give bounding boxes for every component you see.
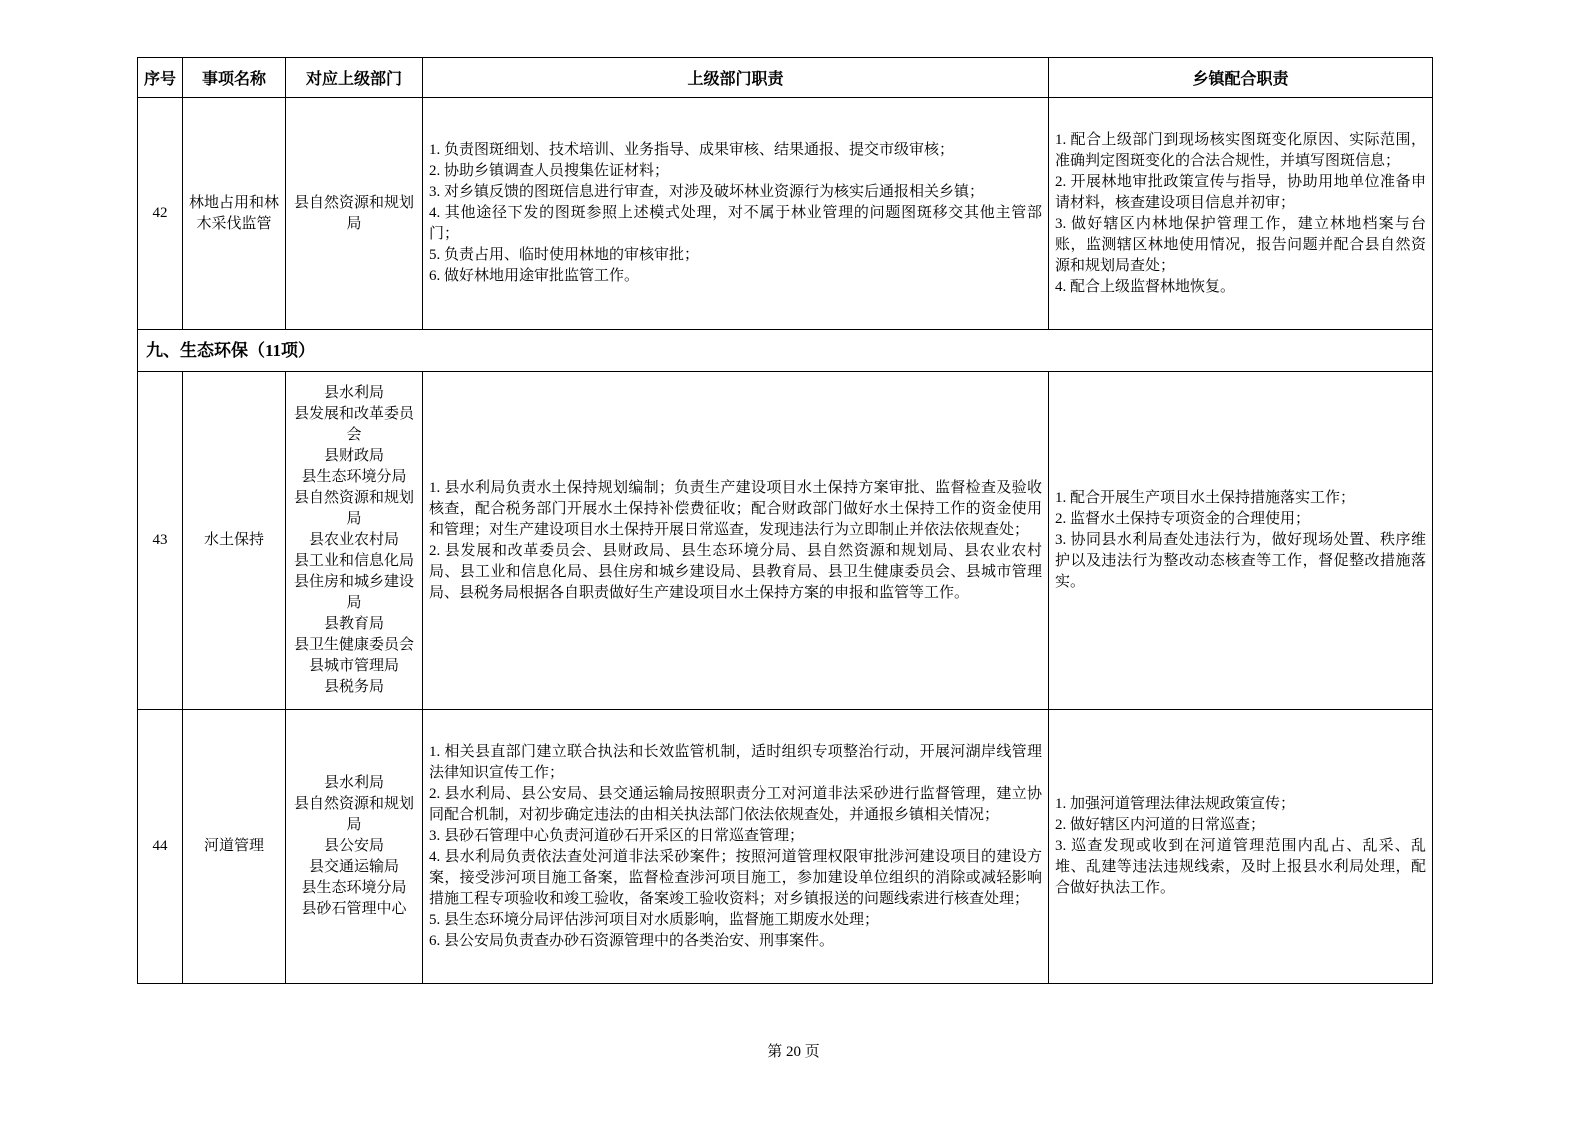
responsibility-table	[137, 57, 1433, 984]
section-header-row	[138, 330, 1433, 372]
col-header-superior-duties: 上级部门职责	[423, 58, 1049, 98]
row-42-superior-duties: 1. 负责图斑细划、技术培训、业务指导、成果审核、结果通报、提交市级审核； 2. 协助乡镇调查人员搜集佐证材料； 3. 对乡镇反馈的图斑信息进行审查，对涉及破坏林业资源行为核实后通报相关乡镇； 4. 其他途径下发的图斑参照上述模式处理，对不属于林业管理的问题图斑移交其他主管部门； 5. 负责占用、临时使用林地的审核审批； 6. 做好林地用途审批监管工作。	[423, 98, 1049, 330]
row-43-superior-duties: 1. 县水利局负责水土保持规划编制；负责生产建设项目水土保持方案审批、监督检查及验收核查，配合税务部门开展水土保持补偿费征收；配合财政部门做好水土保持工作的资金使用和管理；对生产建设项目水土保持开展日常巡查，发现违法行为立即制止并依法依规查处； 2. 县发展和改革委员会、县财政局、县生态环境分局、县自然资源和规划局、县农业农村局、县工业和信息化局、县住房和城乡建设局、县教育局、县卫生健康委员会、县城市管理局、县税务局根据各自职责做好生产建设项目水土保持方案的申报和监管等工作。	[423, 372, 1049, 710]
header-row	[138, 58, 1433, 98]
table-row-42	[138, 98, 1433, 330]
col-header-item-name: 事项名称	[183, 58, 286, 98]
row-44-superior-dept: 县水利局 县自然资源和规划局 县公安局 县交通运输局 县生态环境分局 县砂石管理中心	[286, 710, 423, 984]
row-42-item-name: 林地占用和林木采伐监管	[183, 98, 286, 330]
row-43-superior-dept: 县水利局 县发展和改革委员会 县财政局 县生态环境分局 县自然资源和规划局 县农业农村局 县工业和信息化局 县住房和城乡建设局 县教育局 县卫生健康委员会 县城市管理局 县税务局	[286, 372, 423, 710]
row-43-serial: 43	[138, 372, 183, 710]
row-44-superior-duties: 1. 相关县直部门建立联合执法和长效监管机制，适时组织专项整治行动，开展河湖岸线管理法律知识宣传工作； 2. 县水利局、县公安局、县交通运输局按照职责分工对河道非法采砂进行监督管理，建立协同配合机制，对初步确定违法的由相关执法部门依法依规查处，并通报乡镇相关情况； 3. 县砂石管理中心负责河道砂石开采区的日常巡查管理； 4. 县水利局负责依法查处河道非法采砂案件；按照河道管理权限审批涉河建设项目的建设方案，接受涉河项目施工备案，监督检查涉河项目施工，参加建设单位组织的消除或减轻影响措施工程专项验收和竣工验收，备案竣工验收资料；对乡镇报送的问题线索进行核查处理； 5. 县生态环境分局评估涉河项目对水质影响，监督施工期废水处理； 6. 县公安局负责查办砂石资源管理中的各类治安、刑事案件。	[423, 710, 1049, 984]
col-header-superior-dept: 对应上级部门	[286, 58, 423, 98]
table-row-44	[138, 710, 1433, 984]
col-header-township-duties: 乡镇配合职责	[1049, 58, 1433, 98]
section-header-ecology: 九、生态环保（11项）	[138, 330, 1433, 372]
row-42-township-duties: 1. 配合上级部门到现场核实图斑变化原因、实际范围，准确判定图斑变化的合法合规性，并填写图斑信息； 2. 开展林地审批政策宣传与指导，协助用地单位准备申请材料，核查建设项目信息并初审； 3. 做好辖区内林地保护管理工作，建立林地档案与台账，监测辖区林地使用情况，报告问题并配合县自然资源和规划局查处； 4. 配合上级监督林地恢复。	[1049, 98, 1433, 330]
col-header-serial: 序号	[138, 58, 183, 98]
page-number: 第 20 页	[767, 1044, 820, 1060]
row-44-serial: 44	[138, 710, 183, 984]
row-44-township-duties: 1. 加强河道管理法律法规政策宣传； 2. 做好辖区内河道的日常巡查； 3. 巡查发现或收到在河道管理范围内乱占、乱采、乱堆、乱建等违法违规线索，及时上报县水利局处理，配合做好执法工作。	[1049, 710, 1433, 984]
row-43-township-duties: 1. 配合开展生产项目水土保持措施落实工作； 2. 监督水土保持专项资金的合理使用； 3. 协同县水利局查处违法行为，做好现场处置、秩序维护以及违法行为整改动态核查等工作，督促整改措施落实。	[1049, 372, 1433, 710]
row-42-serial: 42	[138, 98, 183, 330]
row-42-superior-dept: 县自然资源和规划局	[286, 98, 423, 330]
row-43-item-name: 水土保持	[183, 372, 286, 710]
row-44-item-name: 河道管理	[183, 710, 286, 984]
table-row-43	[138, 372, 1433, 710]
